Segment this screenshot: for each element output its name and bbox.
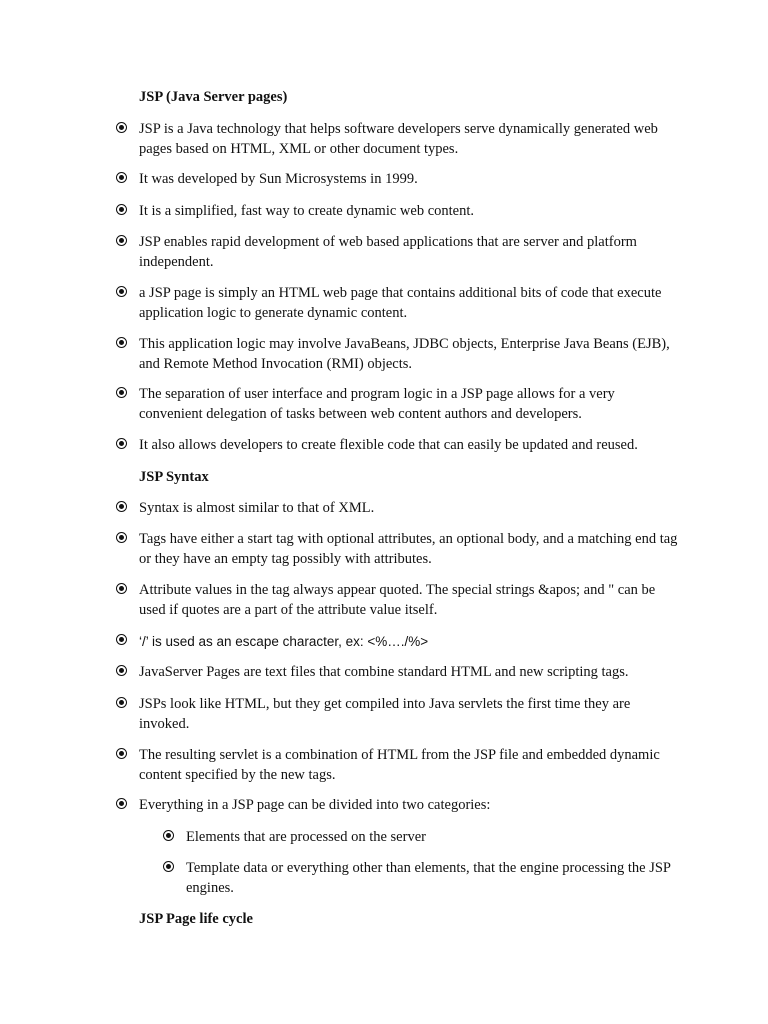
list-item-text: Everything in a JSP page can be divided into two categories: [139, 797, 491, 813]
radio-bullet-icon [116, 286, 127, 297]
radio-bullet-icon [116, 697, 127, 708]
section-heading-life-cycle: JSP Page life cycle [139, 911, 253, 927]
radio-bullet-icon [116, 387, 127, 398]
radio-bullet-icon [116, 798, 127, 809]
list-item-text: Elements that are processed on the server [186, 829, 426, 845]
section-heading-syntax: JSP Syntax [139, 469, 209, 485]
radio-bullet-icon [163, 830, 174, 841]
radio-bullet-icon [163, 861, 174, 872]
list-item-text: The resulting servlet is a combination of HTML from the JSP file and embedded dynamic content specified by the new tags. [139, 747, 660, 783]
list-item-text: It is a simplified, fast way to create dynamic web content. [139, 203, 475, 219]
radio-bullet-icon [116, 583, 127, 594]
radio-bullet-icon [116, 634, 127, 645]
radio-bullet-icon [116, 501, 127, 512]
list-item-text: JSP enables rapid development of web based applications that are server and platform independent. [139, 234, 637, 270]
radio-bullet-icon [116, 337, 127, 348]
radio-bullet-icon [116, 204, 127, 215]
list-item-text: Template data or everything other than elements, that the engine processing the JSP engines. [186, 860, 671, 896]
radio-bullet-icon [116, 172, 127, 183]
list-item-text: It also allows developers to create flexible code that can easily be updated and reused. [139, 437, 638, 453]
radio-bullet-icon [116, 122, 127, 133]
list-item-text: It was developed by Sun Microsystems in 1999. [139, 171, 418, 187]
radio-bullet-icon [116, 532, 127, 543]
list-item-text: Attribute values in the tag always appear quoted. The special strings &apos; and " can be used if quotes are a part of the attribute value itself. [139, 582, 656, 618]
list-item-text: ‘/’ is used as an escape character, ex: <%…./%> [139, 634, 429, 649]
list-item-text: Syntax is almost similar to that of XML. [139, 500, 375, 516]
list-item-text: JavaServer Pages are text files that combine standard HTML and new scripting tags. [139, 664, 629, 680]
radio-bullet-icon [116, 438, 127, 449]
list-item-text: This application logic may involve JavaBeans, JDBC objects, Enterprise Java Beans (EJB), and Remote Method Invocation (RMI) objects. [139, 336, 670, 372]
radio-bullet-icon [116, 665, 127, 676]
list-item-text: Tags have either a start tag with optional attributes, an optional body, and a matching end tag or they have an empty tag possibly with attributes. [139, 531, 678, 567]
radio-bullet-icon [116, 235, 127, 246]
list-item-text: JSPs look like HTML, but they get compiled into Java servlets the first time they are invoked. [139, 696, 631, 732]
list-item-text: The separation of user interface and program logic in a JSP page allows for a very convenient delegation of tasks between web content authors and developers. [139, 386, 615, 422]
list-item-text: a JSP page is simply an HTML web page that contains additional bits of code that execute application logic to generate dynamic content. [139, 285, 662, 321]
list-item-text: JSP is a Java technology that helps software developers serve dynamically generated web pages based on HTML, XML or other document types. [139, 121, 658, 157]
radio-bullet-icon [116, 748, 127, 759]
section-heading-jsp: JSP (Java Server pages) [139, 89, 288, 105]
